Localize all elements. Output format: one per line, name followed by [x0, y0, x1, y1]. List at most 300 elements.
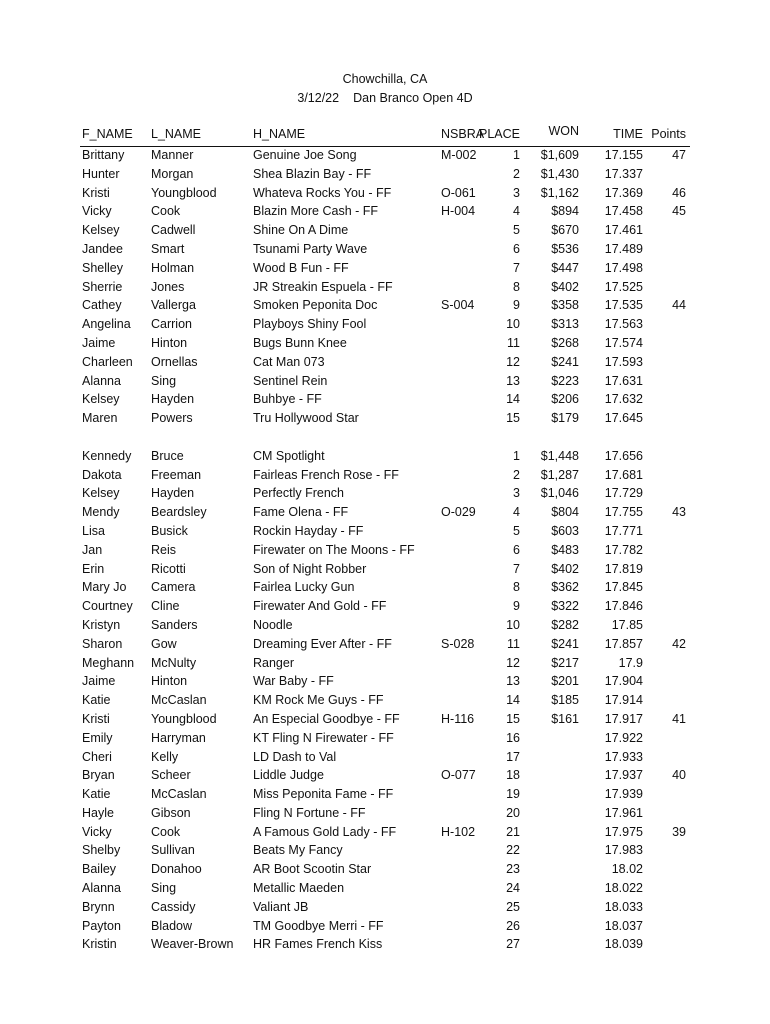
time: 17.819 — [604, 561, 643, 576]
header-h-name: H_NAME — [253, 127, 306, 141]
time: 17.755 — [604, 505, 643, 520]
table-row — [0, 579, 770, 598]
table-row — [0, 185, 770, 204]
last-name: Cook — [151, 824, 181, 839]
place: 15 — [506, 711, 520, 726]
horse-name: Perfectly French — [253, 486, 345, 501]
place: 8 — [513, 580, 520, 595]
time: 17.593 — [604, 354, 643, 369]
won-amount: $362 — [551, 580, 579, 595]
last-name: Ornellas — [151, 354, 198, 369]
results-table — [0, 147, 770, 955]
table-row — [0, 222, 770, 241]
place: 3 — [513, 486, 520, 501]
last-name: Hinton — [151, 335, 188, 350]
table-row — [0, 786, 770, 805]
horse-name: Shea Blazin Bay - FF — [253, 166, 372, 181]
first-name: Katie — [82, 787, 111, 802]
horse-name: Wood B Fun - FF — [253, 260, 349, 275]
place: 20 — [506, 805, 520, 820]
time: 17.729 — [604, 486, 643, 501]
time: 17.904 — [604, 674, 643, 689]
time: 17.782 — [604, 542, 643, 557]
first-name: Mary Jo — [82, 580, 127, 595]
won-amount: $1,162 — [540, 185, 579, 200]
first-name: Jan — [82, 542, 103, 557]
time: 17.85 — [611, 617, 643, 632]
place: 12 — [506, 354, 520, 369]
last-name: Cassidy — [151, 899, 196, 914]
time: 17.337 — [604, 166, 643, 181]
won-amount: $313 — [551, 317, 579, 332]
first-name: Courtney — [82, 599, 133, 614]
table-row — [0, 335, 770, 354]
first-name: Sharon — [82, 636, 123, 651]
time: 17.937 — [604, 768, 643, 783]
first-name: Kelsey — [82, 223, 120, 238]
time: 17.846 — [604, 599, 643, 614]
time: 17.681 — [604, 467, 643, 482]
first-name: Maren — [82, 411, 118, 426]
won-amount: $185 — [551, 693, 579, 708]
horse-name: JR Streakin Espuela - FF — [253, 279, 393, 294]
event-subtitle — [0, 91, 770, 105]
header-points: Points — [651, 127, 686, 141]
first-name: Jandee — [82, 241, 124, 256]
horse-name: Beats My Fancy — [253, 843, 343, 858]
nsbra-id: H-004 — [441, 204, 476, 219]
last-name: Morgan — [151, 166, 194, 181]
table-row — [0, 749, 770, 768]
last-name: Sing — [151, 881, 177, 896]
first-name: Mendy — [82, 505, 120, 520]
last-name: Donahoo — [151, 862, 202, 877]
nsbra-id: H-116 — [441, 711, 475, 726]
won-amount: $161 — [551, 711, 579, 726]
horse-name: Metallic Maeden — [253, 881, 345, 896]
time: 17.922 — [604, 730, 643, 745]
first-name: Erin — [82, 561, 105, 576]
table-row — [0, 260, 770, 279]
nsbra-id: O-061 — [441, 185, 476, 200]
points: 45 — [672, 204, 686, 219]
table-row — [0, 147, 770, 166]
horse-name: War Baby - FF — [253, 674, 334, 689]
last-name: Carrion — [151, 317, 192, 332]
place: 17 — [506, 749, 520, 764]
time: 18.037 — [604, 918, 643, 933]
time: 17.489 — [604, 241, 643, 256]
last-name: Bruce — [151, 448, 184, 463]
time: 17.498 — [604, 260, 643, 275]
table-row — [0, 297, 770, 316]
last-name: Cadwell — [151, 223, 196, 238]
horse-name: Firewater And Gold - FF — [253, 599, 387, 614]
won-amount: $179 — [551, 411, 579, 426]
last-name: Busick — [151, 523, 188, 538]
won-amount: $1,287 — [540, 467, 579, 482]
first-name: Cheri — [82, 749, 112, 764]
first-name: Kristin — [82, 937, 117, 952]
place: 2 — [513, 467, 520, 482]
last-name: Kelly — [151, 749, 179, 764]
first-name: Vicky — [82, 824, 112, 839]
table-row — [0, 523, 770, 542]
last-name: Powers — [151, 411, 193, 426]
won-amount: $402 — [551, 279, 579, 294]
time: 17.857 — [604, 636, 643, 651]
place: 19 — [506, 787, 520, 802]
horse-name: Firewater on The Moons - FF — [253, 542, 415, 557]
table-row — [0, 936, 770, 955]
table-row — [0, 842, 770, 861]
last-name: Hinton — [151, 674, 188, 689]
place: 26 — [506, 918, 520, 933]
table-row — [0, 279, 770, 298]
last-name: Smart — [151, 241, 185, 256]
table-row — [0, 730, 770, 749]
horse-name: Sentinel Rein — [253, 373, 328, 388]
horse-name: Whateva Rocks You - FF — [253, 185, 392, 200]
won-amount: $1,609 — [540, 148, 579, 162]
place: 6 — [513, 542, 520, 557]
first-name: Jaime — [82, 335, 116, 350]
table-row — [0, 880, 770, 899]
table-row — [0, 767, 770, 786]
table-row — [0, 316, 770, 335]
first-name: Brynn — [82, 899, 115, 914]
place: 16 — [506, 730, 520, 745]
place: 5 — [513, 223, 520, 238]
nsbra-id: M-002 — [441, 148, 477, 162]
place: 13 — [506, 373, 520, 388]
won-amount: $670 — [551, 223, 579, 238]
time: 18.039 — [604, 937, 643, 952]
last-name: Beardsley — [151, 505, 207, 520]
last-name: Youngblood — [151, 185, 217, 200]
place: 5 — [513, 523, 520, 538]
horse-name: Dreaming Ever After - FF — [253, 636, 392, 651]
won-amount: $358 — [551, 298, 579, 313]
place: 9 — [513, 298, 520, 313]
place: 27 — [506, 937, 520, 952]
last-name: Scheer — [151, 768, 191, 783]
first-name: Alanna — [82, 881, 121, 896]
table-row — [0, 711, 770, 730]
table-row — [0, 203, 770, 222]
last-name: McNulty — [151, 655, 197, 670]
horse-name: Rockin Hayday - FF — [253, 523, 364, 538]
place: 25 — [506, 899, 520, 914]
time: 17.656 — [604, 448, 643, 463]
horse-name: Smoken Peponita Doc — [253, 298, 378, 313]
time: 17.461 — [604, 223, 643, 238]
horse-name: HR Fames French Kiss — [253, 937, 383, 952]
place: 24 — [506, 881, 520, 896]
won-amount: $241 — [551, 354, 579, 369]
horse-name: AR Boot Scootin Star — [253, 862, 372, 877]
table-row — [0, 485, 770, 504]
last-name: Manner — [151, 148, 194, 162]
last-name: Sanders — [151, 617, 198, 632]
won-amount: $804 — [551, 505, 579, 520]
time: 17.631 — [604, 373, 643, 388]
horse-name: Playboys Shiny Fool — [253, 317, 367, 332]
time: 17.369 — [604, 185, 643, 200]
table-row — [0, 673, 770, 692]
time: 17.983 — [604, 843, 643, 858]
horse-name: Blazin More Cash - FF — [253, 204, 379, 219]
header-nsbra: NSBRA — [441, 127, 485, 141]
place: 22 — [506, 843, 520, 858]
last-name: Ricotti — [151, 561, 186, 576]
place: 21 — [506, 824, 520, 839]
last-name: Holman — [151, 260, 195, 275]
last-name: McCaslan — [151, 787, 207, 802]
table-row — [0, 504, 770, 523]
time: 17.939 — [604, 787, 643, 802]
first-name: Cathey — [82, 298, 122, 313]
time: 17.645 — [604, 411, 643, 426]
first-name: Charleen — [82, 354, 133, 369]
horse-name: TM Goodbye Merri - FF — [253, 918, 384, 933]
first-name: Hayle — [82, 805, 114, 820]
place: 14 — [506, 693, 520, 708]
place: 6 — [513, 241, 520, 256]
first-name: Kennedy — [82, 448, 132, 463]
last-name: Sing — [151, 373, 177, 388]
place: 18 — [506, 768, 520, 783]
table-row — [0, 692, 770, 711]
first-name: Meghann — [82, 655, 135, 670]
horse-name: Fairlea Lucky Gun — [253, 580, 355, 595]
won-amount: $241 — [551, 636, 579, 651]
time: 17.525 — [604, 279, 643, 294]
table-row — [0, 448, 770, 467]
horse-name: Valiant JB — [253, 899, 309, 914]
horse-name: Ranger — [253, 655, 294, 670]
points: 46 — [672, 185, 686, 200]
time: 17.914 — [604, 693, 643, 708]
first-name: Bailey — [82, 862, 117, 877]
header-l-name: L_NAME — [151, 127, 202, 141]
won-amount: $322 — [551, 599, 579, 614]
horse-name: Fame Olena - FF — [253, 505, 349, 520]
section-gap — [0, 429, 770, 448]
event-date: 3/12/22 — [297, 91, 340, 105]
time: 18.02 — [611, 862, 643, 877]
table-row — [0, 467, 770, 486]
first-name: Kelsey — [82, 486, 120, 501]
horse-name: KT Fling N Firewater - FF — [253, 730, 394, 745]
time: 17.574 — [604, 335, 643, 350]
last-name: Sullivan — [151, 843, 195, 858]
won-amount: $402 — [551, 561, 579, 576]
place: 1 — [513, 448, 520, 463]
last-name: Bladow — [151, 918, 192, 933]
first-name: Kristyn — [82, 617, 121, 632]
points: 44 — [672, 298, 686, 313]
last-name: Jones — [151, 279, 185, 294]
table-row — [0, 542, 770, 561]
last-name: Camera — [151, 580, 196, 595]
place: 2 — [513, 166, 520, 181]
horse-name: Miss Peponita Fame - FF — [253, 787, 394, 802]
place: 7 — [513, 260, 520, 275]
last-name: Cline — [151, 599, 180, 614]
first-name: Katie — [82, 693, 111, 708]
first-name: Emily — [82, 730, 113, 745]
first-name: Kelsey — [82, 392, 120, 407]
last-name: Hayden — [151, 486, 195, 501]
won-amount: $223 — [551, 373, 579, 388]
horse-name: CM Spotlight — [253, 448, 325, 463]
horse-name: LD Dash to Val — [253, 749, 337, 764]
table-row — [0, 410, 770, 429]
won-amount: $201 — [551, 674, 579, 689]
points: 40 — [672, 768, 686, 783]
column-headers — [0, 124, 770, 145]
horse-name: An Especial Goodbye - FF — [253, 711, 400, 726]
place: 4 — [513, 505, 520, 520]
first-name: Sherrie — [82, 279, 123, 294]
horse-name: Bugs Bunn Knee — [253, 335, 347, 350]
time: 17.563 — [604, 317, 643, 332]
table-row — [0, 805, 770, 824]
first-name: Angelina — [82, 317, 131, 332]
table-row — [0, 918, 770, 937]
place: 10 — [506, 617, 520, 632]
last-name: McCaslan — [151, 693, 207, 708]
last-name: Cook — [151, 204, 181, 219]
first-name: Alanna — [82, 373, 121, 388]
table-row — [0, 373, 770, 392]
time: 17.458 — [604, 204, 643, 219]
horse-name: Fling N Fortune - FF — [253, 805, 366, 820]
first-name: Shelley — [82, 260, 123, 275]
won-amount: $206 — [551, 392, 579, 407]
document-title: Chowchilla, CA — [342, 72, 428, 86]
place: 7 — [513, 561, 520, 576]
horse-name: Son of Night Robber — [253, 561, 367, 576]
horse-name: Tru Hollywood Star — [253, 411, 359, 426]
first-name: Kristi — [82, 711, 110, 726]
place: 1 — [513, 148, 520, 162]
time: 17.961 — [604, 805, 643, 820]
last-name: Hayden — [151, 392, 195, 407]
horse-name: Fairleas French Rose - FF — [253, 467, 399, 482]
horse-name: Liddle Judge — [253, 768, 324, 783]
last-name: Youngblood — [151, 711, 217, 726]
won-amount: $1,448 — [540, 448, 579, 463]
first-name: Jaime — [82, 674, 116, 689]
horse-name: A Famous Gold Lady - FF — [253, 824, 397, 839]
time: 17.975 — [604, 824, 643, 839]
won-amount: $894 — [551, 204, 579, 219]
nsbra-id: O-029 — [441, 505, 476, 520]
time: 17.917 — [604, 711, 643, 726]
table-row — [0, 655, 770, 674]
nsbra-id: O-077 — [441, 768, 476, 783]
won-amount: $282 — [551, 617, 579, 632]
horse-name: KM Rock Me Guys - FF — [253, 693, 384, 708]
won-amount: $603 — [551, 523, 579, 538]
horse-name: Buhbye - FF — [253, 392, 322, 407]
last-name: Gibson — [151, 805, 191, 820]
time: 17.155 — [604, 148, 643, 162]
place: 15 — [506, 411, 520, 426]
place: 13 — [506, 674, 520, 689]
table-row — [0, 354, 770, 373]
place: 23 — [506, 862, 520, 877]
place: 12 — [506, 655, 520, 670]
place: 3 — [513, 185, 520, 200]
event-name: Dan Branco Open 4D — [353, 91, 473, 105]
last-name: Vallerga — [151, 298, 196, 313]
time: 17.9 — [618, 655, 643, 670]
table-row — [0, 166, 770, 185]
won-amount: $1,046 — [540, 486, 579, 501]
first-name: Dakota — [82, 467, 122, 482]
header-f-name: F_NAME — [82, 127, 133, 141]
time: 17.845 — [604, 580, 643, 595]
table-row — [0, 861, 770, 880]
first-name: Kristi — [82, 185, 110, 200]
time: 17.535 — [604, 298, 643, 313]
table-row — [0, 899, 770, 918]
place: 11 — [507, 335, 520, 350]
header-place: PLACE — [479, 127, 520, 141]
horse-name: Cat Man 073 — [253, 354, 325, 369]
place: 14 — [506, 392, 520, 407]
won-amount: $268 — [551, 335, 579, 350]
last-name: Gow — [151, 636, 177, 651]
points: 43 — [672, 505, 686, 520]
header-won: WON — [548, 124, 579, 138]
table-row — [0, 636, 770, 655]
place: 11 — [507, 636, 520, 651]
table-row — [0, 561, 770, 580]
table-row — [0, 617, 770, 636]
last-name: Weaver-Brown — [151, 937, 234, 952]
first-name: Lisa — [82, 523, 105, 538]
place: 9 — [513, 599, 520, 614]
place: 4 — [513, 204, 520, 219]
first-name: Payton — [82, 918, 121, 933]
table-row — [0, 824, 770, 843]
won-amount: $217 — [551, 655, 579, 670]
table-row — [0, 241, 770, 260]
last-name: Freeman — [151, 467, 202, 482]
nsbra-id: S-028 — [441, 636, 475, 651]
first-name: Bryan — [82, 768, 115, 783]
first-name: Brittany — [82, 148, 125, 162]
first-name: Shelby — [82, 843, 121, 858]
place: 8 — [513, 279, 520, 294]
place: 10 — [506, 317, 520, 332]
table-row — [0, 598, 770, 617]
won-amount: $483 — [551, 542, 579, 557]
time: 18.033 — [604, 899, 643, 914]
points: 42 — [672, 636, 686, 651]
time: 17.771 — [604, 523, 643, 538]
table-row — [0, 391, 770, 410]
horse-name: Shine On A Dime — [253, 223, 349, 238]
won-amount: $1,430 — [540, 166, 579, 181]
last-name: Reis — [151, 542, 177, 557]
points: 41 — [672, 711, 686, 726]
horse-name: Tsunami Party Wave — [253, 241, 368, 256]
